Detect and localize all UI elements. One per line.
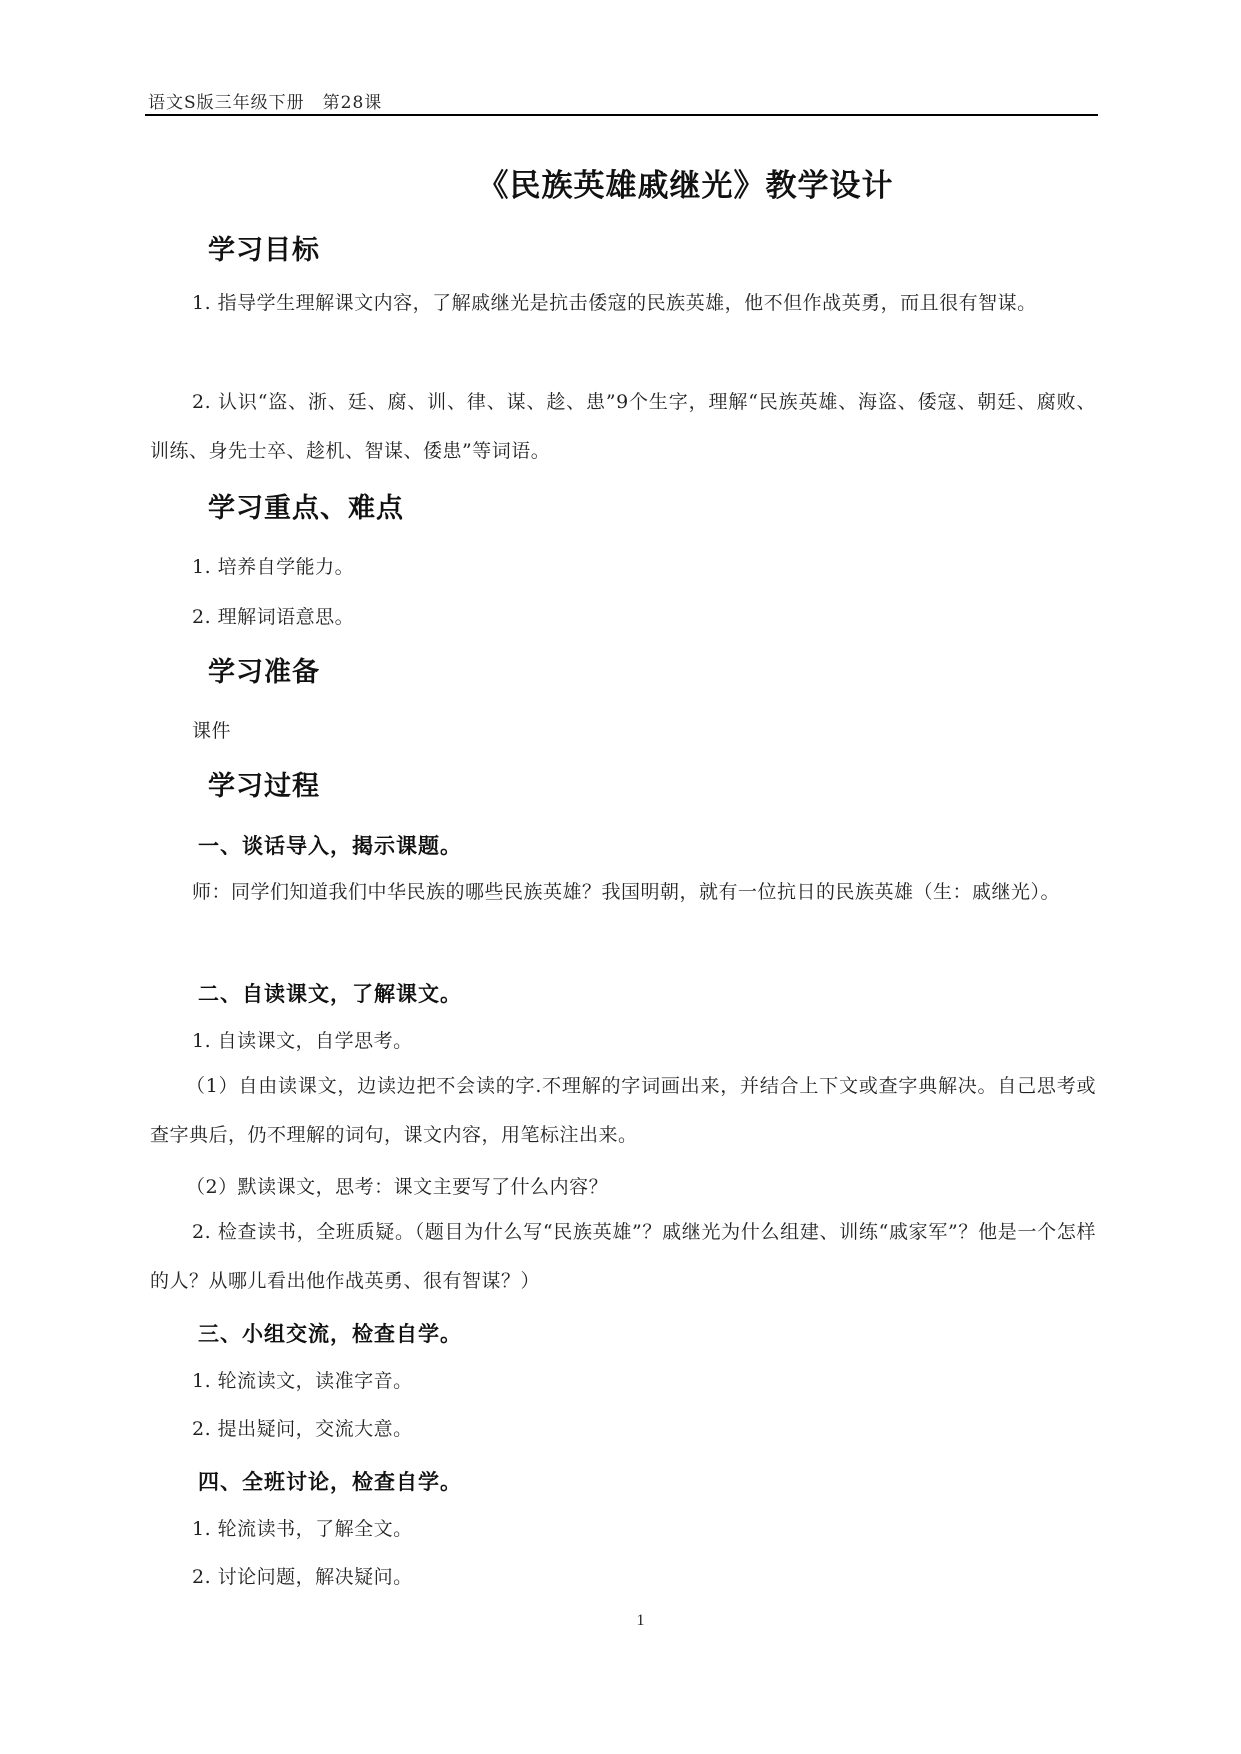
key-point-item-1: 1. 培养自学能力。: [192, 556, 355, 578]
objective-item-2: 2. 认识“盗、浙、廷、腐、训、律、谋、趁、患”9个生字，理解“民族英雄、海盗、倭寇、朝廷、腐败、训练、身先士卒、趁机、智谋、倭患”等词语。: [150, 391, 1096, 462]
step2-item-1: 1. 自读课文，自学思考。: [192, 1030, 413, 1052]
step3-item-2: 2. 提出疑问，交流大意。: [192, 1418, 413, 1440]
heading-process: 学习过程: [208, 771, 320, 802]
header-text: 语文S版三年级下册 第28课: [148, 93, 383, 113]
step1-heading: 一、谈话导入，揭示课题。: [198, 834, 462, 858]
step2-sub-1: （1）自由读课文，边读边把不会读的字.不理解的字词画出来，并结合上下文或查字典解决。自己思考或查字典后，仍不理解的词句，课文内容，用笔标注出来。: [150, 1075, 1096, 1146]
document-title: 《民族英雄戚继光》教学设计: [477, 168, 894, 204]
heading-key-points: 学习重点、难点: [208, 493, 404, 524]
step4-heading: 四、全班讨论，检查自学。: [198, 1470, 462, 1494]
step3-heading: 三、小组交流，检查自学。: [198, 1322, 462, 1346]
heading-preparation: 学习准备: [208, 657, 320, 688]
heading-objectives: 学习目标: [208, 235, 320, 266]
step3-item-1: 1. 轮流读文，读准字音。: [192, 1370, 413, 1392]
step4-item-2: 2. 讨论问题，解决疑问。: [192, 1566, 413, 1588]
objective-item-1: 1. 指导学生理解课文内容，了解戚继光是抗击倭寇的民族英雄，他不但作战英勇，而且很有智谋。: [192, 292, 1037, 314]
step2-heading: 二、自读课文，了解课文。: [198, 982, 462, 1006]
step2-item-2: 2. 检查读书，全班质疑。（题目为什么写“民族英雄”？戚继光为什么组建、训练“戚家军”？他是一个怎样的人？从哪儿看出他作战英勇、很有智谋？）: [150, 1221, 1096, 1292]
page-number: 1: [636, 1612, 645, 1629]
key-point-item-2: 2. 理解词语意思。: [192, 606, 355, 628]
step2-sub-2: （2）默读课文，思考：课文主要写了什么内容？: [186, 1176, 609, 1198]
header-divider: [145, 114, 1098, 116]
step1-text: 师：同学们知道我们中华民族的哪些民族英雄？我国明朝，就有一位抗日的民族英雄（生：戚继光）。: [192, 881, 1061, 903]
step4-item-1: 1. 轮流读书，了解全文。: [192, 1518, 413, 1540]
preparation-content: 课件: [192, 720, 232, 742]
